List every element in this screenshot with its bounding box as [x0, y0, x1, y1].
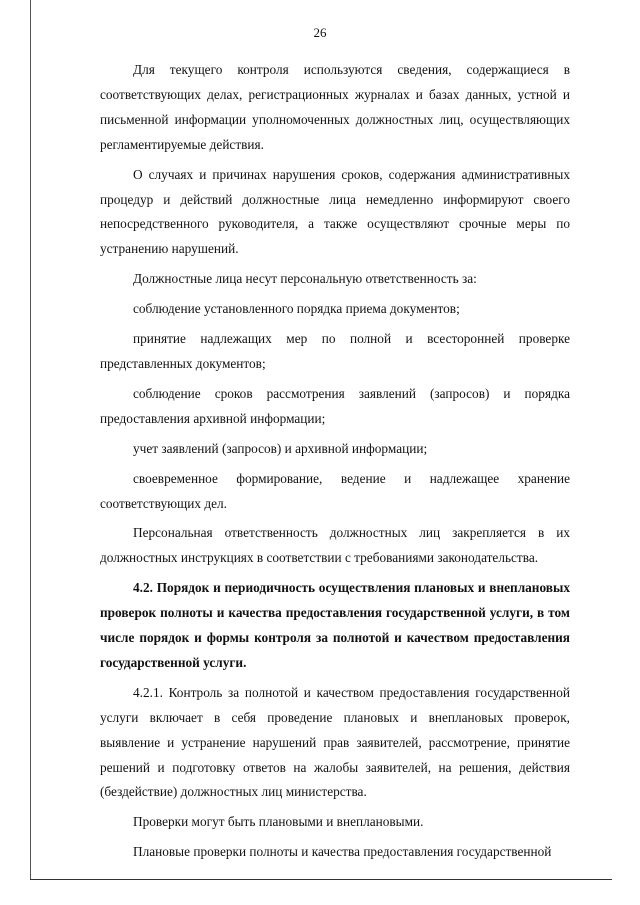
list-item-file-keeping: своевременное формирование, ведение и надлежащее хранение соответствующих дел.: [100, 470, 570, 511]
scan-border-bottom: [30, 879, 612, 880]
list-item-document-acceptance: соблюдение установленного порядка приема документов;: [133, 301, 460, 317]
paragraph-inspection-types: Проверки могут быть плановыми и внеплановыми.: [133, 814, 424, 830]
page-number: 26: [313, 25, 327, 40]
list-item-document-verification: принятие надлежащих мер по полной и всесторонней проверке представленных документов;: [100, 331, 570, 371]
list-item-deadlines: соблюдение сроков рассмотрения заявлений (запросов) и порядка предоставления архивной информации;: [100, 385, 570, 426]
paragraph-current-control-info: Для текущего контроля используются сведения, содержащиеся в соответствующих делах, регистрационных журналах и базах данных, устной и письменной информации уполномоченных должностных лиц, осуществляющих регламентируемые действия.: [100, 62, 570, 152]
paragraph-responsibility-intro: Должностные лица несут персональную ответственность за:: [133, 271, 477, 287]
document-body: [100, 58, 570, 865]
section-heading-4-2: [100, 576, 570, 676]
section-heading-text: Порядок и периодичность осуществления плановых и внеплановых проверок полноты и качества предоставления государственной услуги, в том числе порядок и формы контроля за полнотой и качеством предоставления государственной услуги.: [100, 580, 570, 670]
section-heading-number: 4.2.: [133, 580, 153, 596]
paragraph-planned-inspections: Плановые проверки полноты и качества предоставления государственной: [133, 844, 552, 860]
paragraph-personal-responsibility: Персональная ответственность должностных лиц закрепляется в их должностных инструкциях в соответствии с требованиями законодательства.: [100, 525, 570, 566]
paragraph-4-2-1: 4.2.1. Контроль за полнотой и качеством предоставления государственной услуги включает в себя проведение плановых и внеплановых проверок, выявление и устранение нарушений прав заявителей, рассмотрение, принятие решений и подготовку ответов на жалобы заявителей, на решения, действия (бездействие) должностных лиц министерства.: [100, 684, 570, 800]
scan-border-left: [30, 0, 31, 880]
list-item-registration: учет заявлений (запросов) и архивной информации;: [133, 440, 428, 456]
paragraph-violation-reporting: О случаях и причинах нарушения сроков, содержания административных процедур и действий должностные лица немедленно информируют своего непосредственного руководителя, а также осуществляют срочные меры по устранению нарушений.: [100, 166, 570, 257]
